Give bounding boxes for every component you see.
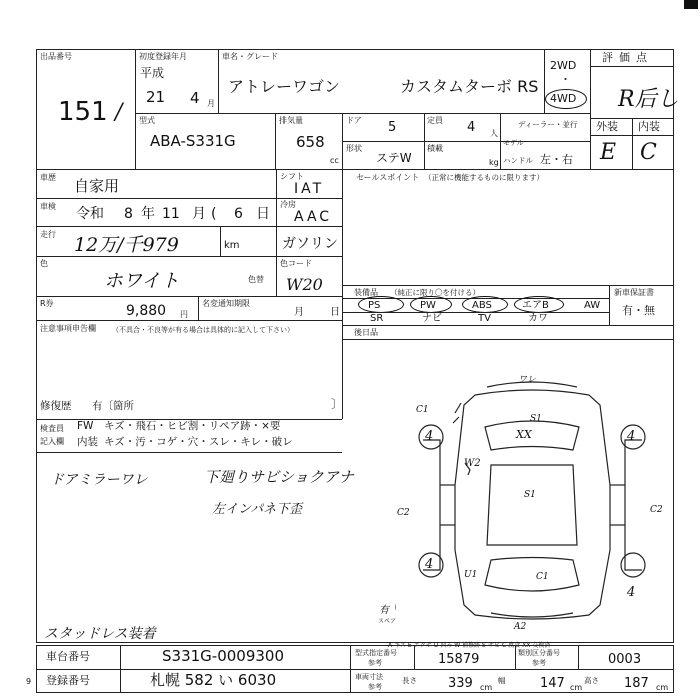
len-label: 長さ <box>402 676 417 685</box>
equipment-label: 装備品 <box>354 288 378 297</box>
displacement-value: 658 <box>296 133 325 151</box>
chassis-label: 車台番号 <box>46 650 90 663</box>
lot-label: 出品番号 <box>40 52 72 61</box>
fw-items: キズ・飛石・ヒビ割・リペア跡・×要 <box>104 420 281 432</box>
yen-unit: 円 <box>180 310 188 319</box>
color-code-value: W20 <box>286 275 323 294</box>
equip-tv: TV <box>478 313 491 324</box>
diagram-c2-right: C2 <box>650 505 663 515</box>
recycle-value: 9,880 <box>126 303 167 319</box>
equip-kawa: カワ <box>528 313 548 324</box>
reg-number-label: 登録番号 <box>46 674 90 687</box>
diagram-legend: A-キズ E-エクボ U-凹み W-補修跡 S-サビ C-腐食 XX-交換済 <box>388 642 551 649</box>
cc-unit: cc <box>330 156 339 165</box>
class-sub-label: 参考 <box>532 659 546 667</box>
capacity-unit: 人 <box>490 129 498 138</box>
name-change-month: 月 <box>294 307 304 318</box>
diagram-a2: A2 <box>514 622 527 632</box>
inspection-month: 11 <box>162 206 180 222</box>
repair-label: 修復歴 <box>40 400 72 412</box>
exterior-score: E <box>600 140 617 165</box>
name-change-label: 名変通知期限 <box>202 299 250 308</box>
reg-date-label: 初度登録年月 <box>139 52 187 61</box>
equip-navi: ナビ <box>422 313 442 324</box>
ac-value: AAC <box>294 209 333 225</box>
dim-sub-label: 参考 <box>368 683 382 691</box>
reg-number-value: 札幌 582 い 6030 <box>150 671 277 689</box>
len-value: 339 <box>448 676 473 691</box>
load-unit: kg <box>489 158 499 167</box>
color-code-label: 色コード <box>280 259 312 268</box>
inspection-day-unit: 日 <box>256 206 270 222</box>
score-label: 評価点 <box>602 51 653 64</box>
warranty-label: 新車保証書 <box>614 288 654 297</box>
lot-number: 151 <box>58 97 108 127</box>
diagram-w2: W2 <box>464 458 481 469</box>
exterior-label: 外装 <box>596 120 618 133</box>
car-name-label: 車名・グレード <box>222 52 278 61</box>
equip-ps: PS <box>368 300 381 311</box>
tire-mark-fl: 4 <box>425 429 434 444</box>
shift-value: IAT <box>294 181 325 197</box>
notes-label: 注意事項申告欄 <box>40 324 96 333</box>
len-unit: cm <box>480 683 493 692</box>
inspection-day-open: ( <box>211 206 217 222</box>
tire-mark-rl: 4 <box>425 557 434 572</box>
load-label: 積載 <box>427 144 443 153</box>
equip-sr: SR <box>370 313 384 324</box>
mileage-label: 走行 <box>40 230 56 239</box>
interior-items: キズ・汚・コゲ・穴・スレ・キレ・破レ <box>104 436 293 448</box>
equip-pw: PW <box>420 300 436 311</box>
spare-mark: 有 <box>379 605 389 616</box>
name-change-day: 日 <box>330 307 340 318</box>
tire-mark-fr: 4 <box>627 429 636 444</box>
era-label: 平成 <box>140 66 165 80</box>
dealer-label: ディーラー・並行 <box>518 120 578 129</box>
tire-mark-rr: 4 <box>627 585 636 600</box>
class-value: 0003 <box>608 652 642 667</box>
interior-score: C <box>640 140 657 165</box>
model-sub-label: モデル <box>503 139 524 147</box>
interior-label: 内装 <box>638 120 660 133</box>
height-value: 187 <box>624 676 649 691</box>
reg-month: 4 <box>190 89 200 107</box>
equip-airbag: エアB <box>522 300 549 311</box>
interior-label-row: 内装 <box>77 436 98 448</box>
inspection-era: 令和 <box>76 206 104 222</box>
reg-year: 21 <box>146 88 166 106</box>
capacity-value: 4 <box>467 120 476 135</box>
sales-point-label: セールスポイント <box>356 173 420 182</box>
diagram-xx: XX <box>516 428 532 441</box>
equip-airbag-circle <box>514 296 564 313</box>
handle-value: 左・右 <box>540 153 573 166</box>
diagram-top-label: ワレ <box>518 375 537 385</box>
car-grade: カスタムターボ RS <box>400 77 539 96</box>
equip-ps-circle <box>358 296 404 313</box>
spec-label: 型式指定番号 <box>355 649 397 657</box>
fuel-value: ガソリン <box>282 236 338 252</box>
capacity-label: 定員 <box>427 116 443 125</box>
dim-label: 車両寸法 <box>355 673 383 681</box>
spec-value: 15879 <box>438 652 480 667</box>
diagram-s1-mid: S1 <box>524 490 536 500</box>
corner-mark <box>684 0 698 9</box>
lot-mark: / <box>115 100 123 125</box>
diagram-s1-top: S1 <box>530 414 542 424</box>
model-label: 型式 <box>139 116 155 125</box>
doors-value: 5 <box>388 120 397 135</box>
inspection-label: 車検 <box>40 202 56 211</box>
windshield <box>485 421 579 450</box>
equip-abs-circle <box>462 296 508 313</box>
handwritten-note-1: ドアミラーワレ <box>50 472 148 488</box>
handwritten-note-3: 左インパネ下歪 <box>212 502 303 517</box>
spec-sub-label: 参考 <box>368 659 382 667</box>
rear-window <box>485 558 579 592</box>
equip-pw-circle <box>410 296 452 313</box>
ac-label: 冷房 <box>280 200 296 209</box>
height-label: 高さ <box>584 676 599 685</box>
fw-label: FW <box>77 420 94 432</box>
diagram-c1-top: C1 <box>416 405 429 415</box>
shape-value: ステW <box>376 151 412 165</box>
width-label: 幅 <box>498 676 506 685</box>
color-type-label: 色替 <box>248 275 264 284</box>
km-unit: km <box>224 240 240 251</box>
width-value: 147 <box>540 676 565 691</box>
class-label: 類別区分番号 <box>518 649 560 657</box>
drive-2wd: 2WD <box>550 59 577 72</box>
left-side-panel <box>423 440 440 570</box>
shift-label: シフト <box>280 172 304 181</box>
inspector-label-2: 記入欄 <box>40 437 64 446</box>
repair-close: 〕 <box>331 397 344 411</box>
diagram-c1: C1 <box>536 572 549 582</box>
page-mark: 9 <box>26 677 32 686</box>
drive-dot: ・ <box>560 73 571 86</box>
diagram-c2-left: C2 <box>397 508 410 518</box>
warranty-value: 有・無 <box>622 304 655 317</box>
inspector-label-1: 検査員 <box>40 424 64 433</box>
scratch-mark <box>453 403 461 423</box>
history-label: 車歴 <box>40 173 56 182</box>
body-outline <box>455 390 610 619</box>
color-value: ホワイト <box>104 270 180 292</box>
repair-value: 有〔箇所 <box>92 400 134 412</box>
spare-label: スペア <box>378 618 397 625</box>
inspection-year: 8 <box>124 206 133 222</box>
sales-point-note: （正常に機能するものに限ります） <box>424 173 544 182</box>
handwritten-note-2: 下廻りサビショクアナ <box>204 468 354 486</box>
history-value: 自家用 <box>74 177 120 195</box>
height-unit: cm <box>656 683 669 692</box>
notes-note: （不具合・不良等が有る場合は具体的に記入して下さい） <box>112 326 294 334</box>
mileage-value: 12万/千979 <box>74 234 179 256</box>
color-label: 色 <box>40 259 48 268</box>
doors-label: ドア <box>346 116 362 125</box>
rear-label: 後日品 <box>354 328 378 337</box>
reg-month-unit: 月 <box>207 99 215 108</box>
shape-label: 形状 <box>346 144 362 153</box>
car-name: アトレーワゴン <box>228 77 341 96</box>
right-side-panel <box>625 440 642 570</box>
roof <box>487 465 577 545</box>
inspection-month-unit: 月 <box>192 206 206 222</box>
equip-abs: ABS <box>472 300 492 311</box>
handle-label: ハンドル <box>503 156 533 165</box>
inspection-day: 6 <box>234 206 243 222</box>
chassis-value: S331G-0009300 <box>162 647 284 665</box>
drive-4wd: 4WD <box>550 92 577 105</box>
equip-aw: AW <box>584 300 601 311</box>
diagram-u1: U1 <box>464 570 478 580</box>
inspection-year-unit: 年 <box>141 206 155 222</box>
width-unit: cm <box>570 683 583 692</box>
displacement-label: 排気量 <box>279 116 303 125</box>
recycle-label: R券 <box>40 299 54 308</box>
handwritten-note-4: スタッドレス装着 <box>44 626 156 642</box>
rear-bumper <box>491 613 573 617</box>
model-value: ABA-S331G <box>150 132 236 150</box>
score-value: R后し <box>618 87 679 112</box>
equipment-note: （純正に限り〇を付ける） <box>390 288 480 297</box>
